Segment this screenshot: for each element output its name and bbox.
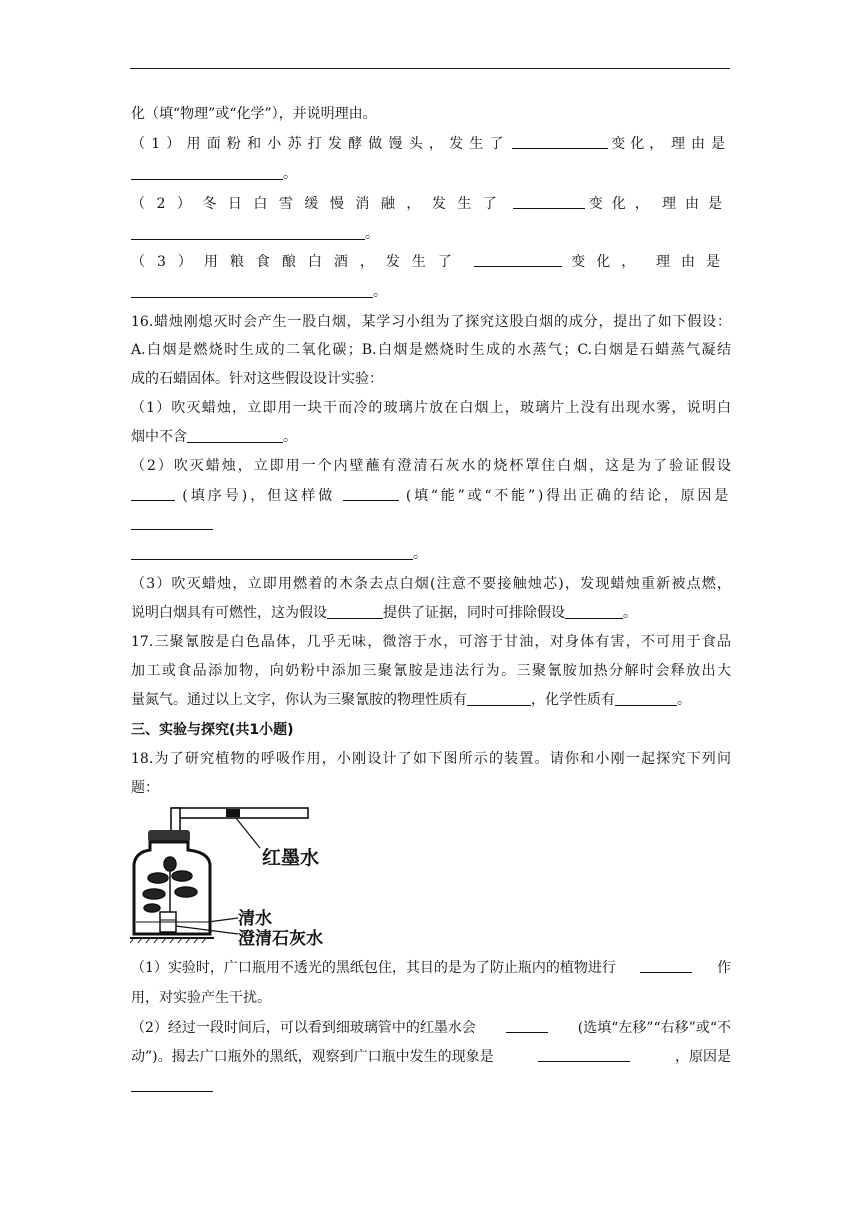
answer-blank[interactable]	[131, 1077, 213, 1092]
q17-line2: 加工或食品添加物，向奶粉中添加三聚氰胺是违法行为。三聚氰胺加热分解时会释放出大	[131, 663, 731, 679]
q16-sub3-line1: （3）吹灭蜡烛，立即用燃着的木条去点白烟(注意不要接触烛芯)，发现蜡烛重新被点燃，	[131, 576, 731, 592]
q18-sub2-text3: 动”)。揭去广口瓶外的黑纸，观察到广口瓶中发生的现象是	[131, 1049, 494, 1065]
answer-blank[interactable]	[474, 252, 562, 267]
q15-item3-text: （3）用粮食酿白酒，发生了	[131, 254, 464, 270]
q16-sub2-line1: （2）吹灭蜡烛，立即用一个内壁蘸有澄清石灰水的烧杯罩住白烟，这是为了验证假设	[131, 458, 731, 474]
q16-sub2-line4	[131, 544, 731, 564]
label-water: 清水	[238, 909, 272, 929]
label-red-ink: 红墨水	[262, 847, 320, 869]
answer-blank[interactable]	[187, 428, 283, 443]
stopper	[148, 830, 190, 842]
answer-blank[interactable]	[131, 225, 365, 240]
q18-sub2-line3	[131, 1076, 731, 1096]
q16-sub3-line2	[131, 603, 731, 623]
q18-sub2-line2	[131, 1047, 731, 1067]
answer-blank[interactable]	[467, 691, 531, 706]
q15-item2-change: 变化，	[588, 196, 658, 212]
answer-blank[interactable]	[131, 165, 283, 180]
answer-blank[interactable]	[512, 134, 608, 149]
q16-line1: 16.蜡烛刚熄灭时会产生一股白烟，某学习小组为了探究这股白烟的成分，提出了如下假设：	[131, 314, 731, 330]
q18-sub2-text2: (选填“左移”“右移”或“不	[577, 1020, 731, 1036]
q17-line3	[131, 690, 731, 710]
q15-period: 。	[373, 284, 387, 300]
q15-intro: 化（填“物理”或“化学”），并说明理由。	[131, 106, 377, 122]
q15-period: 。	[283, 166, 297, 182]
q15-item3	[131, 252, 731, 272]
experiment-apparatus-figure	[130, 806, 335, 956]
q18-line1: 18.为了研究植物的呼吸作用，小刚设计了如下图所示的装置。请你和小刚一起探究下列问	[131, 751, 731, 767]
q15-item1-reason: 理由是	[670, 136, 731, 152]
q15-item2	[131, 194, 731, 214]
answer-blank[interactable]	[615, 691, 677, 706]
q15-item1-change: 变化，	[611, 136, 669, 152]
q15-item1-text: （1）用面粉和小苏打发酵做馒头，发生了	[131, 136, 510, 152]
q18-sub2-line1	[131, 1018, 731, 1038]
q17-text2: ，化学性质有	[531, 692, 615, 708]
q15-item3-reason: 理由是	[655, 254, 731, 270]
answer-blank[interactable]	[131, 545, 413, 560]
q15-item2-text: （2）冬日白雪缓慢消融，发生了	[131, 196, 509, 212]
q16-sub1-line1: （1）吹灭蜡烛，立即用一块干而冷的玻璃片放在白烟上，玻璃片上没有出现水雾，说明白	[131, 400, 731, 416]
q16-period: 。	[623, 605, 637, 621]
q16-sub1-line2	[131, 427, 731, 447]
q16-sub1-text: 烟中不含	[131, 429, 187, 445]
q16-line2: A.白烟是燃烧时生成的二氧化碳；B.白烟是燃烧时生成的水蒸气；C.白烟是石蜡蒸气凝结	[131, 342, 731, 358]
answer-blank[interactable]	[131, 486, 175, 501]
answer-blank[interactable]	[513, 194, 585, 209]
q16-period: 。	[413, 546, 427, 562]
q17-text1: 量氮气。通过以上文字，你认为三聚氰胺的物理性质有	[131, 692, 467, 708]
q15-item1-cont	[131, 164, 731, 184]
q18-sub2-text4: ，原因是	[675, 1049, 731, 1065]
q15-period: 。	[365, 226, 379, 242]
q17-line1: 17.三聚氰胺是白色晶体，几乎无味，微溶于水，可溶于甘油，对身体有害，不可用于食品	[131, 634, 731, 650]
q18-sub1-text1: （1）实验时，广口瓶用不透光的黑纸包住，其目的是为了防止瓶内的植物进行	[131, 960, 616, 976]
answer-blank[interactable]	[131, 515, 213, 530]
answer-blank[interactable]	[538, 1047, 630, 1062]
q18-sub1-text2: 作	[717, 960, 731, 976]
leader-line	[236, 818, 260, 848]
q16-sub2-line2	[131, 486, 731, 506]
answer-blank[interactable]	[343, 486, 399, 501]
q18-sub1-line1	[131, 958, 731, 978]
label-limewater: 澄清石灰水	[238, 929, 323, 949]
q16-sub2-text2: (填“能”或“不能”)得出正确的结论，原因是	[405, 488, 731, 504]
q17-period: 。	[677, 692, 691, 708]
answer-blank[interactable]	[640, 958, 692, 973]
answer-blank[interactable]	[327, 604, 383, 619]
q15-item3-change: 变化，	[571, 254, 647, 270]
answer-blank[interactable]	[506, 1018, 548, 1033]
q15-item3-cont	[131, 282, 731, 302]
q16-line3: 成的石蜡固体。针对这些假设设计实验：	[131, 371, 383, 387]
q15-item2-reason: 理由是	[661, 196, 731, 212]
answer-blank[interactable]	[131, 283, 373, 298]
glass-tube	[174, 808, 308, 818]
q16-period: 。	[283, 429, 297, 445]
red-ink-drop	[226, 809, 240, 817]
leader-line	[208, 918, 238, 922]
q18-sub1-line2: 用，对实验产生干扰。	[131, 990, 271, 1006]
q15-item2-cont	[131, 224, 731, 244]
header-rule	[130, 68, 730, 69]
q16-sub2-text1: (填序号)，但这样做	[182, 488, 336, 504]
q16-sub3-text1: 说明白烟具有可燃性，这为假设	[131, 605, 327, 621]
q16-sub2-line3	[131, 514, 731, 534]
q16-sub3-text2: 提供了证据，同时可排除假设	[383, 605, 565, 621]
q15-item1	[131, 134, 731, 154]
section-heading: 三、实验与探究(共1小题)	[131, 722, 294, 738]
q18-line2: 题：	[131, 780, 159, 796]
q18-sub2-text1: （2）经过一段时间后，可以看到细玻璃管中的红墨水会	[131, 1020, 476, 1036]
answer-blank[interactable]	[565, 604, 623, 619]
